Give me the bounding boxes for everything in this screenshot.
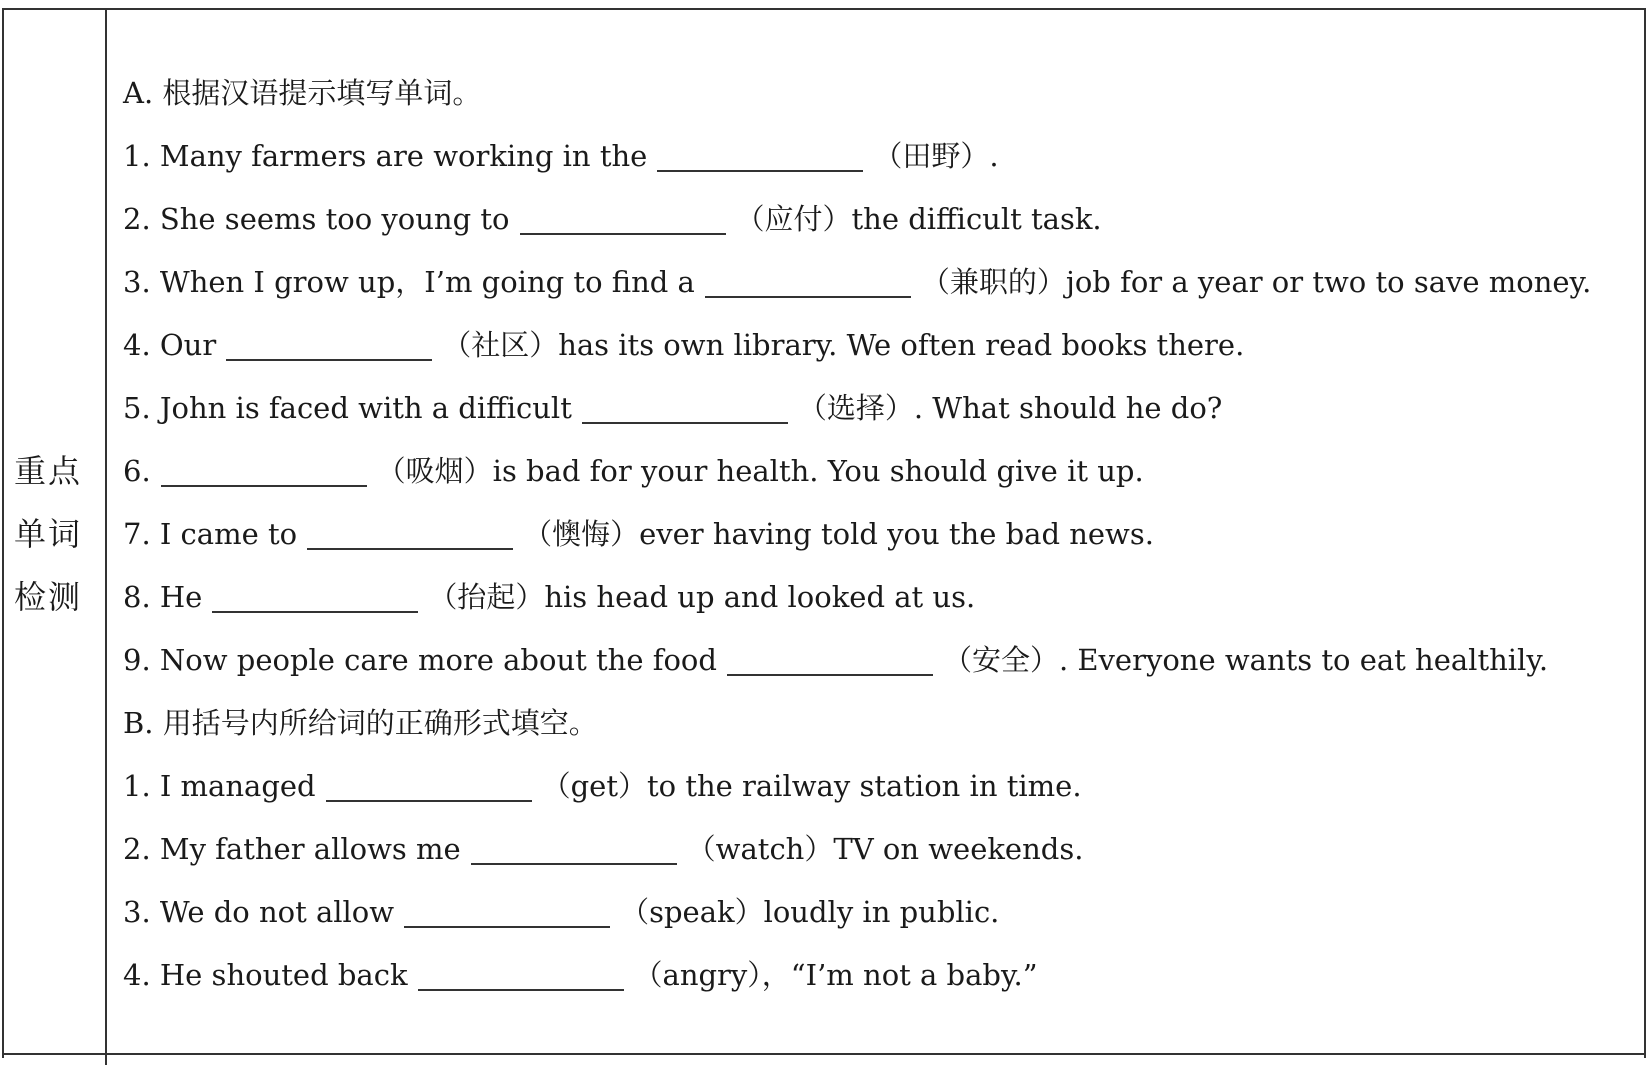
question-text: 2. She seems too young to (123, 202, 510, 236)
question-text: 7. I came to (123, 517, 298, 551)
question-text: 3. When I grow up，I’m going to find a (123, 265, 695, 299)
answer-blank[interactable] (471, 863, 677, 865)
question-hint: （安全）. Everyone wants to eat healthily. (942, 643, 1549, 677)
question-text: 1. I managed (123, 769, 316, 803)
bottom-rule (2, 1053, 1646, 1055)
question-hint: （选择）. What should he do? (797, 391, 1223, 425)
side-label (14, 440, 94, 629)
answer-blank[interactable] (705, 296, 911, 298)
question-hint: （兼职的）job for a year or two to save money. (920, 265, 1592, 299)
side-label-line: 单词 (14, 515, 83, 553)
question-hint: （懊悔）ever having told you the bad news. (523, 517, 1154, 551)
question-text: 2. My father allows me (123, 832, 461, 866)
side-label-line: 重点 (14, 452, 83, 490)
question-text: 4. Our (123, 328, 217, 362)
question-hint: （应付）the difficult task. (735, 202, 1102, 236)
question-hint: （speak）loudly in public. (620, 895, 1000, 929)
exercise-content (123, 62, 1633, 1007)
question-a3 (123, 251, 1633, 314)
question-a7 (123, 503, 1633, 566)
answer-blank[interactable] (161, 485, 367, 487)
question-b3 (123, 881, 1633, 944)
question-a6 (123, 440, 1633, 503)
answer-blank[interactable] (657, 170, 863, 172)
answer-blank[interactable] (727, 674, 933, 676)
question-text: 5. John is faced with a difficult (123, 391, 572, 425)
answer-blank[interactable] (404, 926, 610, 928)
answer-blank[interactable] (582, 422, 788, 424)
question-b4 (123, 944, 1633, 1007)
answer-blank[interactable] (307, 548, 513, 550)
section-b-title: B. 用括号内所给词的正确形式填空。 (123, 706, 598, 740)
question-a9 (123, 629, 1633, 692)
question-hint: （社区）has its own library. We often read books there. (442, 328, 1245, 362)
question-a8 (123, 566, 1633, 629)
question-b1 (123, 755, 1633, 818)
column-divider (105, 10, 107, 1065)
question-a5 (123, 377, 1633, 440)
section-a-title: A. 根据汉语提示填写单词。 (123, 76, 482, 110)
question-a2 (123, 188, 1633, 251)
question-text: 1. Many farmers are working in the (123, 139, 648, 173)
answer-blank[interactable] (418, 989, 624, 991)
question-text: 8. He (123, 580, 203, 614)
question-text: 4. He shouted back (123, 958, 408, 992)
answer-blank[interactable] (212, 611, 418, 613)
answer-blank[interactable] (226, 359, 432, 361)
question-text: 9. Now people care more about the food (123, 643, 717, 677)
question-a4 (123, 314, 1633, 377)
answer-blank[interactable] (520, 233, 726, 235)
question-hint: （watch）TV on weekends. (686, 832, 1084, 866)
question-hint: （get）to the railway station in time. (541, 769, 1082, 803)
side-label-line: 检测 (14, 578, 83, 616)
answer-blank[interactable] (326, 800, 532, 802)
question-hint: （吸烟）is bad for your health. You should give it up. (376, 454, 1144, 488)
question-hint: （田野）. (873, 139, 999, 173)
question-a1 (123, 125, 1633, 188)
question-text: 3. We do not allow (123, 895, 395, 929)
question-hint: （angry），“I’m not a baby.” (633, 958, 1038, 992)
question-b2 (123, 818, 1633, 881)
question-hint: （抬起）his head up and looked at us. (428, 580, 976, 614)
question-text: 6. (123, 454, 151, 488)
